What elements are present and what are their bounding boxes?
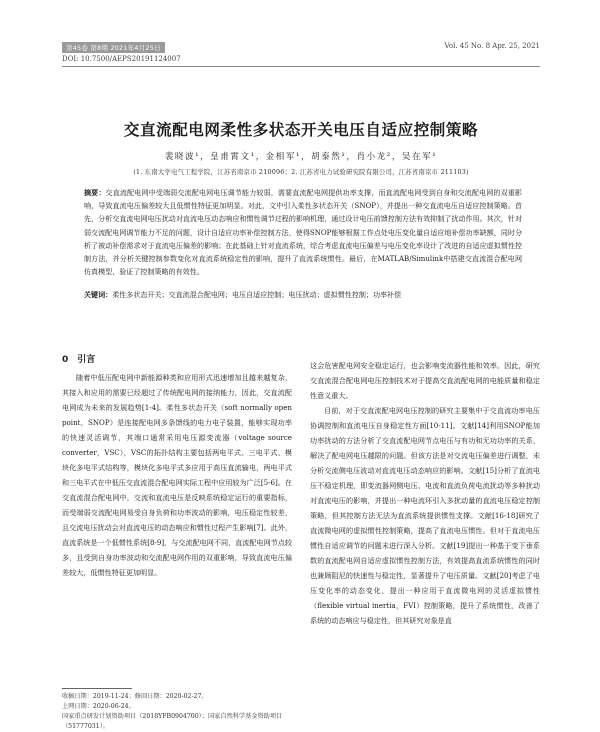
- right-paragraph-1: 这会危害配电网安全稳定运行，也会影响变流器性能和效率。因此，研究交直流混合配电网电压控制技术对于提高交直流配电网的电能质量和稳定性意义重大。: [310, 361, 540, 400]
- paper-title: 交直流配电网柔性多状态开关电压自适应控制策略: [123, 121, 479, 139]
- author-list: 裴晓波¹，皇甫霄文¹，金相军¹，胡泰然¹，肖小龙²，吴在军¹: [164, 152, 438, 162]
- abstract-label: 摘要：: [84, 188, 106, 197]
- keywords: [84, 288, 522, 301]
- keywords-label: 关键词：: [84, 290, 113, 299]
- left-column: [62, 352, 292, 580]
- abstract-text: 交直流配电网中受端弱交流配电网电压调节能力较弱，需要直流配电网提供功率支撑，而直流配电网受到自身和交流配电网的双重影响，导致直流电压偏差较大且低惯性特征更加明显。对此，文中引入柔性多状态开关（SNOP），并提出一种交直流电压自适应控制策略。首先，分析交直流电网电压扰动对直流电压动态响应和惯性调节过程的影响机理，通过设计电压前馈控制方法有效抑制了扰动作用。其次，针对弱交流配电网调节能力不足的问题，设计自适应功率补偿控制方法，使得SNOP能够根据工作点处电压变化量自适应地补偿功率缺额，同时分析了被动补偿需求对于直流电压偏差的影响；在此基础上针对直流系统，综合考虑直流电压偏差与电压变化率设计了改进的自适应虚拟惯性控制方法，并分析关键控制参数变化对直流系统稳定性的影响，提升了直流系统惯性。最后，在MATLAB/Simulink中搭建交直流混合配电网仿真模型，验证了控制策略的有效性。: [84, 188, 522, 277]
- footnote-fund: 国家重点研发计划资助项目（2018YFB0904700）；国家自然科学基金资助项目（51777031）。: [62, 713, 283, 730]
- footnotes: [62, 692, 292, 732]
- journal-volume-en: Vol. 45 No. 8 Apr. 25, 2021: [444, 42, 540, 50]
- doi: DOI: 10.7500/AEPS20191124007: [62, 55, 181, 63]
- header-divider: [62, 66, 540, 67]
- section-heading-intro: 0 引言: [62, 355, 96, 365]
- intro-paragraph-1: 随着中低压配电网中新能源种类和应用形式迅速增加且越来越复杂，其接入和应用的需要已经超过了传统配电网的接纳能力，因此，交直流配电网成为未来的发展趋势[1-4]。柔性多状态开关（soft normally open point，SNOP）是连接配电网多条馈线的电力电子装置，能够实现功率的快速灵活调节，其端口通常采用电压源变流器（voltage source converter，VSC），VSC的拓扑结构主要包括两电平式、三电平式、模块化多电平式结构等，模块化多电平式多应用于高压直流输电，两电平式和三电平式在中低压交直流混合配电网实际工程中应用较为广泛[5-6]。在交直流混合配电网中，交流和直流电压是反映系统稳定运行的重要指标，而受端弱交流配电网易受自身负荷和功率波动的影响，电压稳定性较差，且交流电压扰动会对直流电压的动态响应和惯性过程产生影响[7]。此外，直流系统是一个低惯性系统[8-9]，与交流配电网不同，直流配电网节点较多，且受到自身功率波动和交流配电网作用的双重影响，导致直流电压偏差较大，低惯性特征更加明显。: [62, 373, 292, 577]
- keywords-text: 柔性多状态开关；交直流混合配电网；电压自适应控制；电压扰动；虚拟惯性控制；功率补偿: [112, 290, 402, 299]
- footnote-online: 上网日期：2020-06-24。: [62, 703, 135, 710]
- footnote-received: 收稿日期：2019-11-24；修回日期：2020-02-27。: [62, 693, 208, 700]
- journal-issue-badge: 第45卷 第8期 2021年4月25日: [62, 42, 165, 53]
- affiliation: (1. 东南大学电气工程学院，江苏省南京市 210096；2. 江苏省电力试验研究院有限公司，江苏省南京市 211103): [133, 168, 469, 176]
- right-column: [310, 358, 540, 628]
- abstract: [84, 186, 522, 278]
- right-paragraph-2: 目前，对于交直流配电网电压控制的研究主要集中于交直流功率电压协调控制和直流电压自身稳定性方面[10-11]。文献[14]利用SNOP能加功率扰动的方法分析了交直流配电网节点电压与有功和无功功率的关系，解决了配电网电压越限的问题。但该方法是对交流电压偏差进行调整，未分析交流侧电压波动对直流电压动态响应的影响。文献[15]分析了直流电压不稳定机理，即变流器网侧电压、电流和直流负荷电流扰动等多种扰动对直流电压的影响，并提出一种电流环引入多扰动量的直流电压稳定控制策略，但其控制方法无法为直流系统提供惯性支撑。文献[16-18]研究了直流微电网的虚拟惯性控制策略，提高了直流电压惯性。但对于直流电压惯性自适应调节的问题未进行深入分析。文献[19]提出一种基于变下垂系数的直流配电网自适应虚拟惯性控制方法，有效提高直流系统惯性的同时也兼顾阻尼的快速性与稳定性，显著提升了电压质量。文献[20]考虑了电压变化率的动态变化，提出一种应用于直流微电网的灵活虚拟惯性（flexible virtual inertia，FVI）控制策略，提升了系统惯性，改善了系统的动态响应与稳定性，但其研究对象是直: [310, 406, 540, 625]
- footnote-divider: [62, 688, 132, 689]
